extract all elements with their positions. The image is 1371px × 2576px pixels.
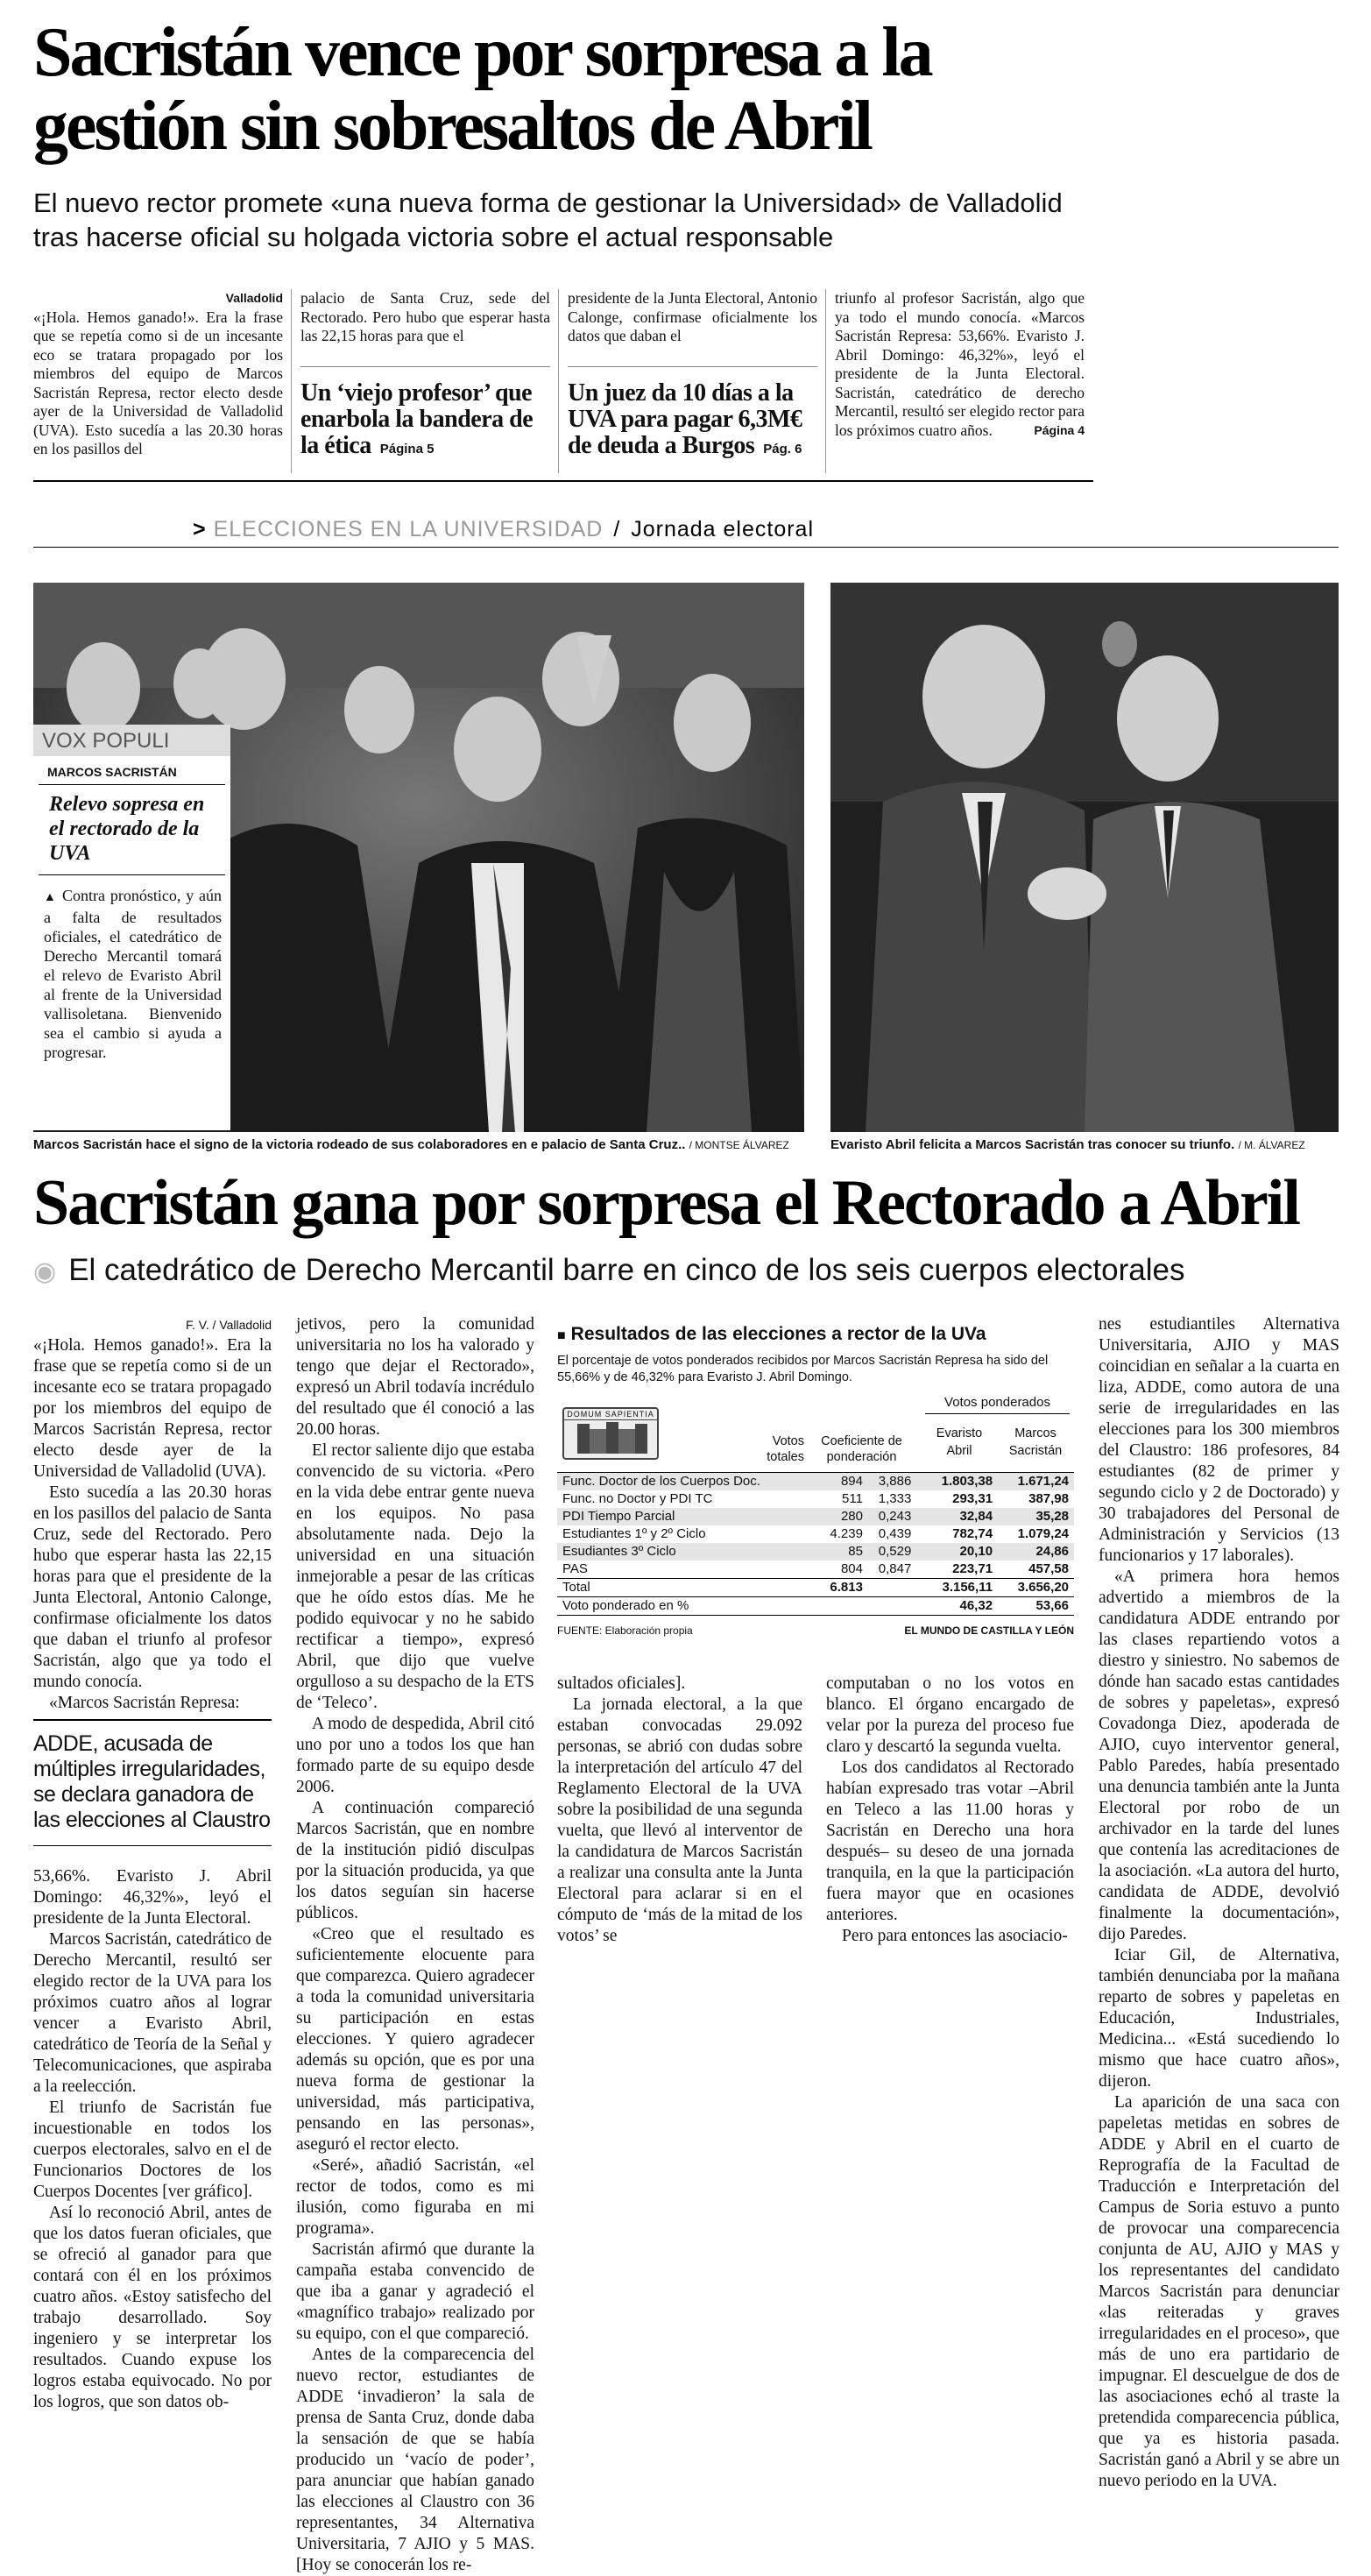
- left-caption-text: Marcos Sacristán hace el signo de la victoria rodeado de sus colaboradores en e palacio de Santa Cruz..: [33, 1137, 686, 1152]
- vox-label: VOX POPULI: [33, 725, 230, 756]
- main-col-5-p1: nes estudiantiles Alternativa Universitaria, AJIO y MAS coincidian en señalar a la cuarta en liza, ADDE, como autora de una serie de irregularidades en las elecciones para los 300 miembros del Claustro: 186 profesores, 84 estudiantes (82 de primer y segundo ciclo y 2 de Doctorado) y 30 trabajadores del Personal de Administración y Servicios (13 funcionarios y 17 laborales).: [1099, 1315, 1339, 1565]
- main-headline: Sacristán gana por sorpresa el Rectorado a Abril: [33, 1167, 1299, 1239]
- top-col-2-text: palacio de Santa Cruz, sede del Rectorado. Pero hubo que esperar hasta las 22,15 horas para que el: [300, 289, 550, 344]
- main-col-5-p4: La aparición de una saca con papeletas metidas en sobres de ADDE y Abril en el cuarto de Reprografía de la Facultad de Traducción e Interpretación del Campus de Soria estuvo a punto de provocar una comparecencia conjunta de AU, AJIO y MAS y los representantes del candidato Marcos Sacristán para denunciar «las reiteradas y graves irregularidades en el proceso», que más de uno era partidario de impugnar. El descuelgue de dos de las asociaciones echó al traste la pretendida comparecencia pública, que ya es historia pasada. Sacristán ganó a Abril y se abre un nuevo periodo en la UVA.: [1099, 2093, 1339, 2490]
- top-col-4: [835, 289, 1085, 440]
- pct-abril: 46,32: [959, 1598, 993, 1613]
- results-table: [557, 1472, 1074, 1616]
- main-col-2-p8: Antes de la comparecencia del nuevo rector, estudiantes de ADDE ‘invadieron’ la sala de prensa de Santa Cruz, donde daba la sensación de que se había producido un ‘vacío de poder’, para anunciar que habían ganado las elecciones al Claustro con 36 representantes, 34 Alternativa Universitaria, 7 AJIO y 5 MAS. [Hoy se conocerán los re-: [296, 2346, 534, 2574]
- vox-name: MARCOS SACRISTÁN: [39, 756, 225, 785]
- results-cell-sacristan: 1.079,24: [1017, 1526, 1069, 1541]
- results-cell-abril: 1.803,38: [922, 1473, 998, 1491]
- col-divider: [825, 289, 826, 473]
- section-sub: Jornada electoral: [631, 517, 815, 541]
- results-cell-label: PAS: [562, 1561, 588, 1576]
- results-credit: EL MUNDO DE CASTILLA Y LEÓN: [904, 1624, 1074, 1637]
- results-cell-abril: 32,84: [922, 1508, 998, 1525]
- main-col-4-p2: Los dos candidatos al Rectorado habían expresado tras votar –Abril en Teleco a las 11.00 horas y Sacristán en Derecho una hora después– su deseo de una jornada tranquila, en la que la participación fuera mayor que en ocasiones anteriores.: [826, 1759, 1074, 1924]
- main-col-2-p2: El rector saliente dijo que estaba convencido de su victoria. «Pero en la vida debe entrar gente nueva en los equipos. No pasa absolutamente nada. Dejo la universidad en una situación inmejorable a pesar de las críticas que he oído estos días. Me he podido equivocar y no he sabido rectificar a tiempo», expresó Abril, que dijo que vuelve orgulloso a su despacho de la ETS de ‘Teleco’.: [296, 1441, 534, 1712]
- results-graphic: [557, 1323, 1074, 1637]
- main-col-2-p7: Sacristán afirmó que durante la campaña estaba convencido de que iba a ganar y agradeció el «magnífico trabajo» realizado por su equipo, con el que compareció.: [296, 2240, 534, 2343]
- results-row: [557, 1490, 1074, 1508]
- section-arrow-icon: >: [193, 517, 207, 541]
- main-col-1: [33, 1314, 272, 1714]
- main-col-3: [557, 1674, 802, 1947]
- main-col-5-p3: Iciar Gil, de Alternativa, también denunciaba por la mañana reparto de sobres y papeletas en Educación, Industriales, Medicina... «Está sucediendo lo mismo que hace cuatro años», dijeron.: [1099, 1946, 1339, 2091]
- left-caption-credit: / MONTSE ÁLVAREZ: [689, 1139, 789, 1151]
- results-row: [557, 1560, 1074, 1579]
- results-cell-coef: 0,243: [868, 1508, 922, 1525]
- main-col-1-p3: «Marcos Sacristán Represa:: [49, 1694, 240, 1712]
- total-label: Total: [562, 1580, 590, 1595]
- teaser-2-title: Un juez da 10 días a la UVA para pagar 6,3M€ de deuda a Burgos: [568, 379, 802, 459]
- results-cell-votos: 85: [815, 1543, 868, 1560]
- vox-body-text: Contra pronóstico, y aún a falta de resultados oficiales, el catedrático de Derecho Mercantil tomará el relevo de Evaristo Abril al frente de la Universidad vallisoletana. Bienvenido sea el cambio si ayuda a progresar.: [44, 887, 223, 1061]
- vox-body: [33, 875, 230, 1062]
- top-col-3-text: presidente de la Junta Electoral, Antonio Calonge, confirmase oficialmente los datos que daban el: [568, 289, 817, 344]
- handshake-photo: [830, 583, 1339, 1132]
- pct-label: Voto ponderado en %: [562, 1598, 689, 1613]
- right-caption-text: Evaristo Abril felicita a Marcos Sacristán tras conocer su triunfo.: [830, 1137, 1235, 1152]
- col-divider: [558, 289, 559, 473]
- results-cell-coef: 0,439: [878, 1526, 912, 1541]
- results-cell-coef: 0,529: [868, 1543, 922, 1560]
- teaser-divider: [300, 366, 550, 367]
- results-cell-abril: 223,71: [952, 1561, 993, 1576]
- left-photo-caption: [33, 1137, 804, 1152]
- results-cell-sacristan: 457,58: [1028, 1561, 1069, 1576]
- right-caption-credit: / M. ÁLVAREZ: [1238, 1139, 1305, 1151]
- results-cell-coef: 0,847: [878, 1561, 912, 1576]
- results-group-header: Votos ponderados: [925, 1395, 1070, 1414]
- results-cell-coef: 3,886: [868, 1473, 922, 1491]
- total-abril: 3.156,11: [942, 1580, 993, 1595]
- main-subhead-text: El catedrático de Derecho Mercantil barre en cinco de los seis cuerpos electorales: [68, 1253, 1185, 1287]
- main-col-1-p4: 53,66%. Evaristo J. Abril Domingo: 46,32%», leyó el presidente de la Junta Electoral.: [33, 1867, 272, 1928]
- teaser-1-ref: Página 5: [379, 442, 435, 456]
- results-cell-abril: 20,10: [922, 1543, 998, 1560]
- main-col-3-p1: sultados oficiales].: [557, 1674, 686, 1693]
- results-footer: [557, 1624, 1074, 1637]
- vox-title: Relevo sopresa en el rectorado de la UVA: [39, 785, 225, 875]
- section-rule: [33, 547, 1339, 548]
- top-subhead: El nuevo rector promete «una nueva forma de gestionar la Universidad» de Valladolid tras hacerse oficial su holgada victoria sobre el actual responsable: [33, 188, 1063, 252]
- main-col-2-p1: jetivos, pero la comunidad universitaria no los ha valorado y tengo que dejar el Rectorado», expresó un Abril todavía incrédulo del resultado que él conoció a las 20.00 horas.: [296, 1315, 534, 1439]
- header-abril: Evaristo Abril: [936, 1426, 983, 1458]
- results-cell-label: Esudiantes 3º Ciclo: [557, 1543, 815, 1560]
- results-cell-votos: 4.239: [830, 1526, 863, 1541]
- total-votos: 6.813: [830, 1580, 863, 1595]
- main-col-2: [296, 1314, 534, 2576]
- main-col-2-p3: A modo de despedida, Abril citó uno por uno a todos los que han formado parte de su equipo desde 2006.: [296, 1715, 534, 1796]
- results-cell-label: Func. Doctor de los Cuerpos Doc.: [557, 1473, 815, 1491]
- top-col-3: [568, 289, 817, 346]
- section-slash: /: [613, 517, 621, 541]
- main-dateline: F. V. / Valladolid: [185, 1318, 272, 1332]
- results-source: FUENTE: Elaboración propia: [557, 1624, 693, 1637]
- top-col-1-text: «¡Hola. Hemos ganado!». Era la frase que se repetía como si de un incesante eco se tratara propagado por los miembros del equipo de Marcos Sacristán Represa, rector electo desde ayer de la Universidad de Valladolid (UVA). Esto sucedía a las 20.30 horas en los pasillos del: [33, 308, 283, 457]
- main-col-3-p2: La jornada electoral, a la que estaban convocadas 29.092 personas, se abrió con dudas sobre la interpretación del artículo 47 del Reglamento Electoral de la UVA sobre la posibilidad de una segunda vuelta, que llevó al interventor de la candidatura de Marcos Sacristán a realizar una consulta ante la Junta Electoral para aclarar si en el cómputo de ‘más de la mitad de los votos’ se: [557, 1695, 802, 1945]
- results-row: [557, 1473, 1074, 1491]
- main-col-5-p2: «A primera hora hemos advertido a miembros de la candidatura ADDE entrando por las clases repartiendo votos a diestro y siniestro. No sabemos de dónde han sacado estas cantidades de sobres y papeletas», expresó Covadonga Diez, apoderada de AJIO, cuyo interventor general, Pablo Paredes, había presentado una denuncia también ante la Junta Electoral por robo de un archivador en la tarde del lunes que contenía las acreditaciones de la asociación. «La autora del hurto, candidata de ADDE, devolvió finalmente la documentación», dijo Paredes.: [1099, 1568, 1339, 1943]
- results-cell-votos: 804: [840, 1561, 863, 1576]
- results-cell-votos: 894: [815, 1473, 868, 1491]
- results-cell-abril: 782,74: [952, 1526, 993, 1541]
- top-col-2: [300, 289, 550, 346]
- university-seal-icon: [562, 1407, 659, 1460]
- top-col-4-text: triunfo al profesor Sacristán, algo que ya todo el mundo conocía. «Marcos Sacristán Represa: 53,66%. Evaristo J. Abril Domingo: 46,32%», leyó el presidente de la Junta Electoral. Sacristán, catedrático de derecho Mercantil, resultó ser elegido rector para los próximos cuatro años.: [835, 289, 1085, 439]
- main-col-4-p1: computaban o no los votos en blanco. El órgano encargado de velar por la pureza del proceso fue claro y descartó la segunda vuelta.: [826, 1674, 1074, 1756]
- results-row: [557, 1508, 1074, 1525]
- top-headline: Sacristán vence por sorpresa a la gestión sin sobresaltos de Abril: [33, 14, 931, 165]
- results-row: [557, 1543, 1074, 1560]
- main-col-1-p1: «¡Hola. Hemos ganado!». Era la frase que se repetía como si de un incesante eco se tratara propagado por los miembros del equipo de Marcos Sacristán Represa, rector electo desde ayer de la Universidad de Valladolid (UVA).: [33, 1336, 272, 1481]
- seal-text: DOMUM SAPIENTIA: [564, 1409, 657, 1420]
- results-cell-sacristan: 24,86: [998, 1543, 1074, 1560]
- results-cell-sacristan: 1.671,24: [998, 1473, 1074, 1491]
- handshake-photo-image: [830, 583, 1339, 1132]
- main-col-2-p5: «Creo que el resultado es suficientemente elocuente para que comparezca. Quiero agradecer a toda la comunidad universitaria su participación en estas elecciones. Y quiero agradecer además su opción, que es por una nueva forma de gestionar la universidad, más participativa, pensando en las personas», aseguró el rector electo.: [296, 1925, 534, 2154]
- total-sacristan: 3.656,20: [1017, 1580, 1069, 1595]
- main-col-2-p6: «Seré», añadió Sacristán, «el rector de todos, como es mi ilusión, como figuraba en mi programa».: [296, 2156, 534, 2238]
- top-col-1: [33, 289, 283, 459]
- teaser-1[interactable]: [300, 380, 555, 459]
- seal-castle: [564, 1420, 659, 1459]
- section-banner: [193, 517, 814, 542]
- teaser-1-title: Un ‘viejo profesor’ que enarbola la bandera de la ética: [300, 379, 534, 459]
- results-intro: El porcentaje de votos ponderados recibidos por Marcos Sacristán Represa ha sido del 55,66% y de 46,32% para Evaristo J. Abril Domingo.: [557, 1354, 1049, 1384]
- subhead-bullet-icon: ◉: [33, 1257, 57, 1286]
- teaser-divider: [568, 366, 817, 367]
- results-cell-coef: 1,333: [878, 1491, 912, 1506]
- header-coef: Coeficiente de ponderación: [821, 1434, 902, 1464]
- top-dateline: Valladolid: [225, 291, 283, 305]
- vox-populi-box: [33, 725, 230, 1130]
- adde-box-title: ADDE, acusada de múltiples irregularidades, se declara ganadora de las elecciones al Claustro: [33, 1731, 271, 1832]
- main-col-1-p2: Esto sucedía a las 20.30 horas en los pasillos del palacio de Santa Cruz, sede del Rectorado. Pero hubo que esperar hasta las 22,15 horas para que el presidente de la Junta Electoral, Antonio Calonge, confirmase oficialmente los datos que daban el triunfo al profesor Sacristán, algo que ya todo el mundo conocía.: [33, 1483, 272, 1691]
- main-col-1-p6: El triunfo de Sacristán fue incuestionable en todos los cuerpos electorales, salvo en el de Funcionarios Doctores de los Cuerpos Docentes [ver gráfico].: [33, 2098, 272, 2201]
- results-cell-label: Estudiantes 1º y 2º Ciclo: [562, 1526, 706, 1541]
- main-col-4: [826, 1674, 1074, 1947]
- teaser-2[interactable]: [568, 380, 822, 459]
- results-header: [557, 1395, 1074, 1472]
- right-photo-caption: [830, 1137, 1339, 1152]
- pct-sacristan: 53,66: [1035, 1598, 1069, 1613]
- main-subhead: [33, 1251, 1347, 1292]
- pct-row: [557, 1597, 1074, 1616]
- up-arrow-icon: ▲: [44, 891, 58, 904]
- results-title-row: [557, 1323, 1074, 1348]
- main-col-1-p7: Así lo reconoció Abril, antes de que los datos fueran oficiales, que se ofreció al ganador para que contará con él en los próximos cuatro años. «Estoy satisfecho del trabajo desarrollado. Soy ingeniero y se interpretar los resultados. Cuando expuse los logros estaba equivocado. No por los logros, que son datos ob-: [33, 2204, 272, 2411]
- header-votos: Votos totales: [767, 1434, 804, 1464]
- header-sacristan: Marcos Sacristán: [1008, 1426, 1063, 1458]
- teaser-2-ref: Pág. 6: [763, 442, 802, 456]
- results-cell-label: Func. no Doctor y PDI TC: [562, 1491, 713, 1506]
- total-row: [557, 1579, 1074, 1597]
- top-col-4-ref[interactable]: Página 4: [1034, 422, 1085, 437]
- top-bottom-rule: [33, 480, 1093, 482]
- main-col-5: [1099, 1314, 1339, 2492]
- main-col-2-p4: A continuación compareció Marcos Sacristán, que en nombre de la institución pidió disculpas por la situación producida, ya que los datos seguían sin hacerse públicos.: [296, 1799, 534, 1922]
- col-divider: [291, 289, 292, 473]
- square-bullet-icon: ■: [557, 1328, 566, 1343]
- section-name: ELECCIONES EN LA UNIVERSIDAD: [213, 517, 604, 541]
- results-cell-sacristan: 387,98: [1028, 1491, 1069, 1506]
- results-cell-label: PDI Tiempo Parcial: [557, 1508, 815, 1525]
- main-col-4-p3: Pero para entonces las asociacio-: [842, 1927, 1068, 1945]
- results-title: Resultados de las elecciones a rector de la UVa: [570, 1324, 986, 1344]
- main-col-1-b: [33, 1866, 272, 2413]
- results-cell-abril: 293,31: [952, 1491, 993, 1506]
- results-cell-votos: 511: [842, 1491, 863, 1506]
- results-cell-votos: 280: [815, 1508, 868, 1525]
- results-cell-sacristan: 35,28: [998, 1508, 1074, 1525]
- adde-box: [33, 1719, 272, 1846]
- results-row: [557, 1525, 1074, 1543]
- main-col-1-p5: Marcos Sacristán, catedrático de Derecho Mercantil, resultó ser elegido rector de la UVA para los próximos cuatro años al lograr vencer a Evaristo Abril, catedrático de Teoría de la Señal y Telecomunicaciones, que aspiraba a la reelección.: [33, 1930, 272, 2096]
